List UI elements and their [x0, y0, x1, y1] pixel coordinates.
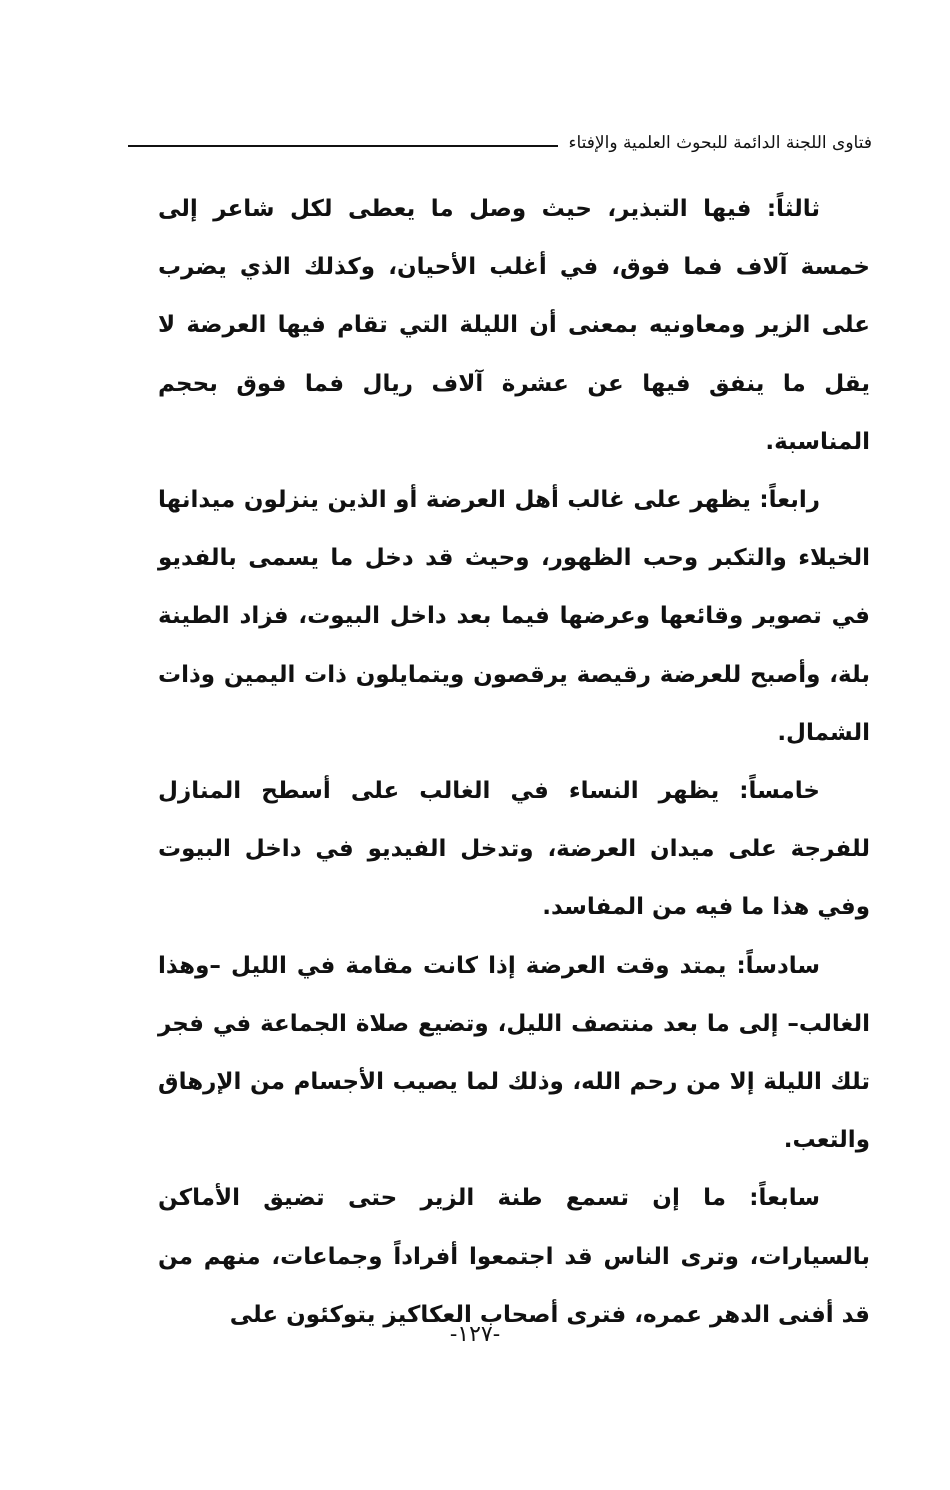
paragraph-khamisan: خامساً: يظهر النساء في الغالب على أسطح المنازل للفرجة على ميدان العرضة، وتدخل الفيديو في داخل البيوت وفي هذا ما فيه من المفاسد.	[158, 778, 870, 921]
paragraph-thalithan: ثالثاً: فيها التبذير، حيث وصل ما يعطى لكل شاعر إلى خمسة آلاف فما فوق، في أغلب الأحيان، وكذلك الذي يضرب على الزير ومعاونيه بمعنى أن الليلة التي تقام فيها العرضة لا يقل ما ينفق فيها عن عشرة آلاف ريال فما فوق بحجم المناسبة.	[158, 196, 870, 455]
paragraph-rabian: رابعاً: يظهر على غالب أهل العرضة أو الذين ينزلون ميدانها الخيلاء والتكبر وحب الظهور، وحيث قد دخل ما يسمى بالفديو في تصوير وقائعها وعرضها فيما بعد داخل البيوت، فزاد الطينة بلة، وأصبح للعرضة رقيصة يرقصون ويتمايلون ذات اليمين وذات الشمال.	[158, 487, 870, 746]
body-text	[158, 180, 870, 1344]
paragraph-sabian: سابعاً: ما إن تسمع طنة الزير حتى تضيق الأماكن بالسيارات، وترى الناس قد اجتمعوا أفراداً وجماعات، منهم من قد أفنى الدهر عمره، فترى أصحاب العكاكيز يتوكئون على	[158, 1185, 870, 1328]
header-title: فتاوى اللجنة الدائمة للبحوث العلمية والإفتاء	[568, 133, 872, 153]
page-number: -١٢٧-	[449, 1322, 501, 1347]
paragraph-sadisan: سادساً: يمتد وقت العرضة إذا كانت مقامة في الليل –وهذا الغالب– إلى ما بعد منتصف الليل، وتضيع صلاة الجماعة في فجر تلك الليلة إلا من رحم الله، وذلك لما يصيب الأجسام من الإرهاق والتعب.	[158, 952, 870, 1154]
running-header	[128, 128, 872, 158]
header-rule	[128, 145, 558, 147]
